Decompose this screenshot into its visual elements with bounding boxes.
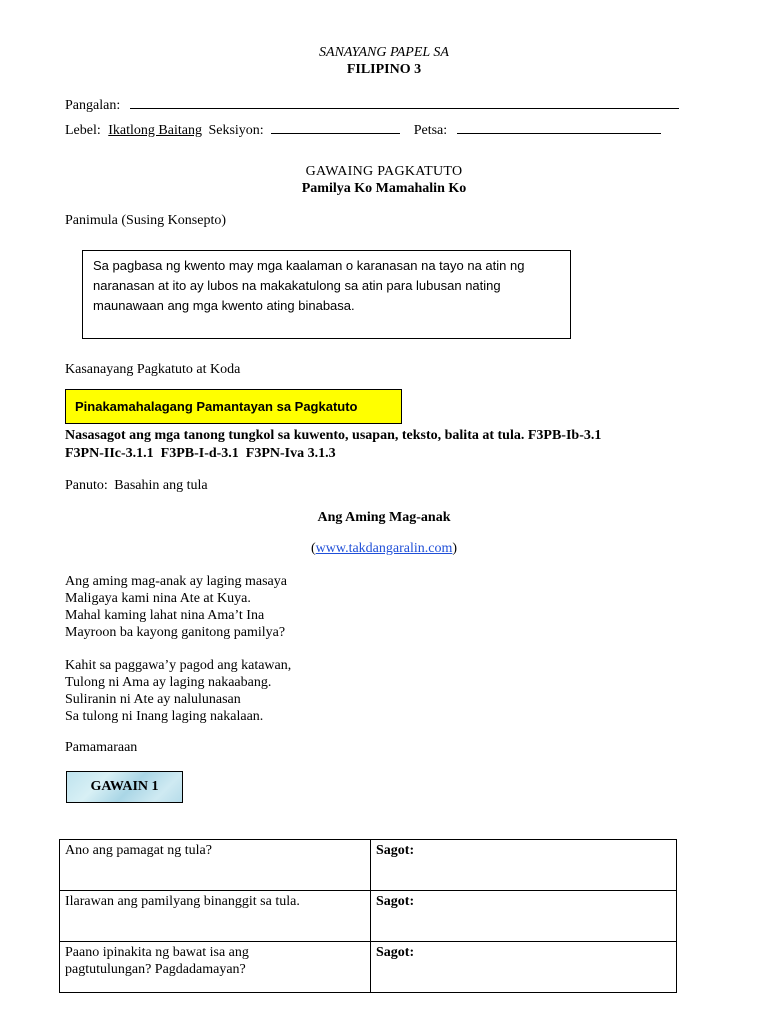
poem-line: Suliranin ni Ate ay nalulunasan bbox=[65, 692, 241, 707]
poem-source-close: ) bbox=[452, 541, 458, 556]
lesson-title: GAWAING PAGKATUTO bbox=[305, 164, 463, 179]
key-concept-line: naranasan at ito ay lubos na makakatulong sa atin para lubusan nating bbox=[93, 278, 501, 293]
qa-table bbox=[59, 839, 677, 993]
answer-cell[interactable] bbox=[371, 942, 677, 993]
worksheet-subject: FILIPINO 3 bbox=[346, 62, 422, 77]
question-text: pagtutulungan? Pagdadamayan? bbox=[65, 962, 246, 977]
competency-line-2: F3PN-IIc-3.1.1 F3PB-I-d-3.1 F3PN-Iva 3.1.3 bbox=[65, 446, 336, 461]
poem-title: Ang Aming Mag-anak bbox=[317, 510, 451, 525]
competency-line-1: Nasasagot ang mga tanong tungkol sa kuwento, usapan, teksto, balita at tula. F3PB-Ib-3.1 bbox=[65, 428, 602, 443]
answer-label: Sagot: bbox=[376, 945, 415, 960]
intro-label: Panimula (Susing Konsepto) bbox=[65, 213, 226, 228]
question-cell bbox=[60, 891, 371, 942]
level-row bbox=[65, 121, 661, 139]
level-value: Ikatlong Baitang bbox=[108, 123, 202, 138]
key-concept-box bbox=[82, 250, 571, 339]
name-label: Pangalan: bbox=[65, 98, 121, 113]
competency-label: Kasanayang Pagkatuto at Koda bbox=[65, 362, 241, 377]
lesson-subtitle: Pamilya Ko Mamahalin Ko bbox=[301, 181, 467, 196]
poem-source-link[interactable]: www.takdangaralin.com bbox=[315, 541, 453, 556]
activity-1-label: GAWAIN 1 bbox=[66, 771, 183, 803]
date-label: Petsa: bbox=[413, 123, 448, 138]
poem-stanza-1 bbox=[65, 573, 287, 641]
question-text: Ilarawan ang pamilyang binanggit sa tula. bbox=[65, 894, 300, 909]
worksheet-title: SANAYANG PAPEL SA bbox=[319, 45, 449, 60]
answer-label: Sagot: bbox=[376, 843, 415, 858]
name-field[interactable] bbox=[130, 96, 679, 109]
section-label: Seksiyon: bbox=[208, 123, 264, 138]
poem-line: Ang aming mag-anak ay laging masaya bbox=[65, 574, 287, 589]
poem-line: Mayroon ba kayong ganitong pamilya? bbox=[65, 625, 286, 640]
instruction-text: Basahin ang tula bbox=[114, 478, 208, 493]
table-row bbox=[60, 840, 677, 891]
question-cell bbox=[60, 840, 371, 891]
procedure-label: Pamamaraan bbox=[65, 740, 138, 755]
answer-label: Sagot: bbox=[376, 894, 415, 909]
poem-stanza-2 bbox=[65, 657, 291, 725]
table-row bbox=[60, 942, 677, 993]
poem-source-open: ( bbox=[310, 541, 316, 556]
date-field[interactable] bbox=[457, 121, 661, 134]
question-text: Ano ang pamagat ng tula? bbox=[65, 843, 212, 858]
table-row bbox=[60, 891, 677, 942]
name-row bbox=[65, 96, 679, 114]
poem-line: Kahit sa paggawa’y pagod ang katawan, bbox=[65, 658, 292, 673]
section-field[interactable] bbox=[271, 121, 400, 134]
instruction-label: Panuto: bbox=[65, 478, 108, 493]
key-concept-line: Sa pagbasa ng kwento may mga kaalaman o karanasan na tayo na atin ng bbox=[93, 258, 525, 273]
answer-cell[interactable] bbox=[371, 891, 677, 942]
poem-line: Tulong ni Ama ay laging nakaabang. bbox=[65, 675, 272, 690]
answer-cell[interactable] bbox=[371, 840, 677, 891]
instruction bbox=[65, 477, 208, 494]
competency-standard-box: Pinakamahalagang Pamantayan sa Pagkatuto bbox=[65, 389, 402, 424]
poem-line: Maligaya kami nina Ate at Kuya. bbox=[65, 591, 251, 606]
level-label: Lebel: bbox=[65, 123, 101, 138]
poem-line: Sa tulong ni Inang laging nakalaan. bbox=[65, 709, 264, 724]
question-text: Paano ipinakita ng bawat isa ang bbox=[65, 945, 249, 960]
poem-source bbox=[0, 540, 768, 557]
key-concept-line: maunawaan ang mga kwento ating binabasa. bbox=[93, 298, 355, 313]
poem-line: Mahal kaming lahat nina Ama’t Ina bbox=[65, 608, 265, 623]
question-cell bbox=[60, 942, 371, 993]
